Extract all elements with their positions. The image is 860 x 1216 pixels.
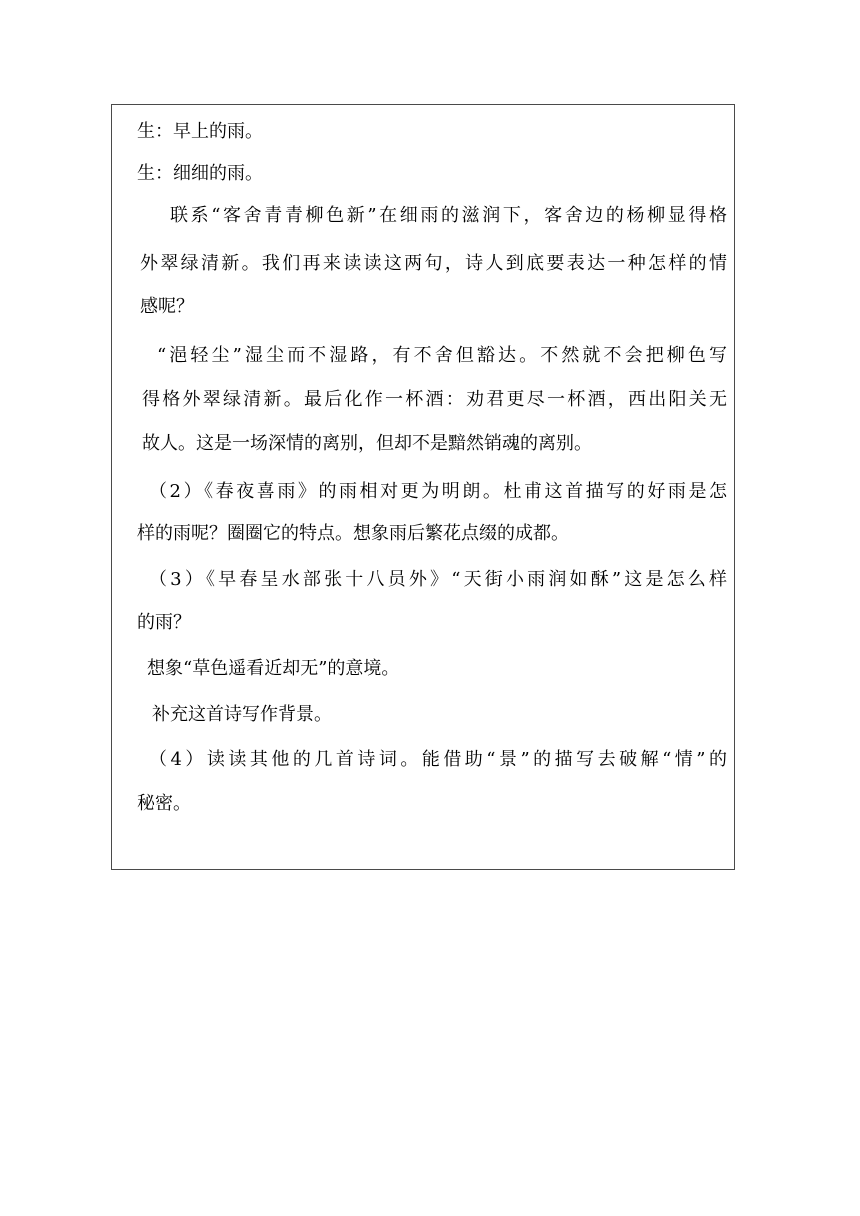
text-line-2: 生：细细的雨。 xyxy=(137,163,263,184)
text-line-16: 秘密。 xyxy=(137,793,191,814)
text-line-6: “浥轻尘”湿尘而不湿路，有不舍但豁达。不然就不会把柳色写 xyxy=(157,345,727,366)
text-line-5: 感呢？ xyxy=(140,296,194,317)
text-line-8: 故人。这是一场深情的离别，但却不是黯然销魂的离别。 xyxy=(142,433,592,454)
text-line-13: 想象“草色遥看近却无”的意境。 xyxy=(147,658,400,679)
text-line-15: （4）读读其他的几首诗词。能借助“景”的描写去破解“情”的 xyxy=(149,749,727,770)
text-line-14: 补充这首诗写作背景。 xyxy=(152,704,332,725)
text-line-7: 得格外翠绿清新。最后化作一杯酒：劝君更尽一杯酒，西出阳关无 xyxy=(142,389,727,410)
text-line-11: （3）《早春呈水部张十八员外》“天街小雨润如酥”这是怎么样 xyxy=(149,569,727,590)
text-line-3: 联系“客舍青青柳色新”在细雨的滋润下，客舍边的杨柳显得格 xyxy=(170,205,727,226)
text-line-12: 的雨？ xyxy=(137,612,191,633)
text-line-4: 外翠绿清新。我们再来读读这两句，诗人到底要表达一种怎样的情 xyxy=(140,253,727,274)
text-line-10: 样的雨呢？圈圈它的特点。想象雨后繁花点缀的成都。 xyxy=(137,523,569,544)
text-line-1: 生：早上的雨。 xyxy=(137,121,263,142)
text-line-9: （2）《春夜喜雨》的雨相对更为明朗。杜甫这首描写的好雨是怎 xyxy=(149,481,727,502)
